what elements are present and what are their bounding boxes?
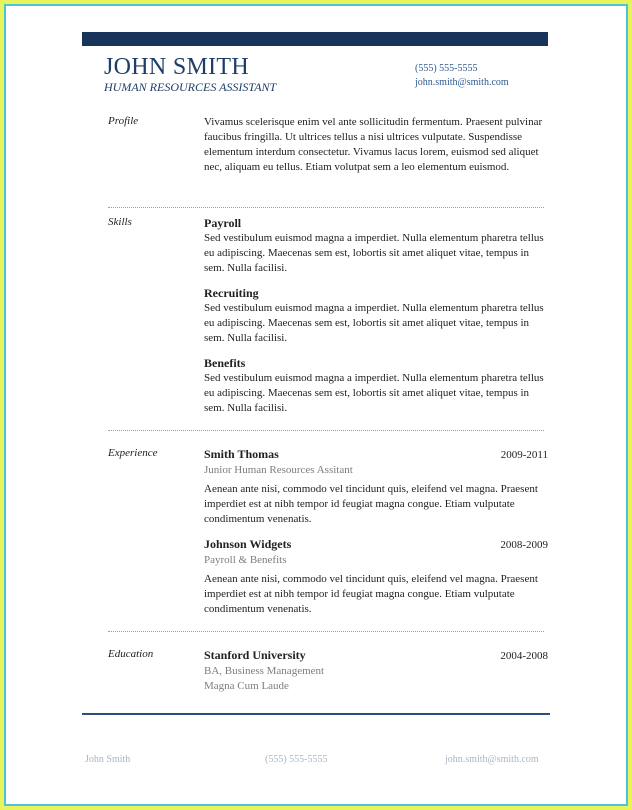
skill-item — [204, 286, 548, 346]
experience-item — [204, 537, 548, 617]
skills-body — [204, 216, 548, 426]
company-name: Smith Thomas — [204, 447, 279, 461]
footer-email[interactable]: john.smith@smith.com — [445, 754, 539, 765]
skill-title: Recruiting — [204, 286, 259, 300]
education-body — [204, 648, 548, 694]
experience-body — [204, 447, 548, 627]
date-range: 2008-2009 — [500, 539, 548, 551]
footer-phone: (555) 555-5555 — [265, 754, 328, 765]
date-range: 2004-2008 — [500, 650, 548, 662]
experience-header — [204, 537, 548, 553]
profile-text: Vivamus scelerisque enim vel ante sollicitudin fermentum. Praesent pulvinar faucibus fringilla. Ut ultrices tellus a nisi ultrices vulputate. Suspendisse elementum interdum consectetur. Vivamus lacus lorem, euismod sed aliquet nec, aliquam eu tellus. Etiam volutpat sem a leo elementum euismod. — [204, 116, 543, 173]
section-label-experience: Experience — [108, 447, 158, 459]
skill-item — [204, 216, 548, 276]
honors: Magna Cum Laude — [204, 680, 289, 692]
experience-header — [204, 447, 548, 463]
job-role: Payroll & Benefits — [204, 554, 287, 566]
skill-text: Sed vestibulum euismod magna a imperdiet. Nulla elementum pharetra tellus eu adipiscing. Maecenas sem est, lobortis sit amet aliquet vitae, tempus in sem. Nulla facilisi. — [204, 302, 544, 344]
profile-body — [204, 115, 548, 175]
contact-block — [415, 62, 509, 90]
date-range: 2009-2011 — [500, 449, 548, 461]
section-label-profile: Profile — [108, 115, 139, 127]
resume-name: JOHN SMITH — [104, 54, 250, 80]
skill-item — [204, 356, 548, 416]
section-divider — [108, 430, 544, 431]
contact-phone: (555) 555-5555 — [415, 63, 478, 74]
section-divider — [108, 631, 544, 632]
section-label-education: Education — [108, 648, 154, 660]
header-accent-bar — [82, 32, 548, 46]
experience-item — [204, 447, 548, 527]
skill-title: Benefits — [204, 356, 246, 370]
company-name: Johnson Widgets — [204, 537, 292, 551]
job-description: Aenean ante nisi, commodo vel tincidunt quis, eleifend vel magna. Praesent imperdiet est at nibh tempor id feugiat magna congue. Etiam vulputate condimentum venenatis. — [204, 483, 538, 525]
school-name: Stanford University — [204, 648, 306, 662]
skill-text: Sed vestibulum euismod magna a imperdiet. Nulla elementum pharetra tellus eu adipiscing. Maecenas sem est, lobortis sit amet aliquet vitae, tempus in sem. Nulla facilisi. — [204, 232, 544, 274]
job-description: Aenean ante nisi, commodo vel tincidunt quis, eleifend vel magna. Praesent imperdiet est at nibh tempor id feugiat magna congue. Etiam vulputate condimentum venenatis. — [204, 573, 538, 615]
section-divider — [108, 207, 544, 208]
education-header — [204, 648, 548, 664]
skill-text: Sed vestibulum euismod magna a imperdiet. Nulla elementum pharetra tellus eu adipiscing. Maecenas sem est, lobortis sit amet aliquet vitae, tempus in sem. Nulla facilisi. — [204, 372, 544, 414]
footer-rule — [82, 713, 550, 715]
degree: BA, Business Management — [204, 665, 325, 677]
skill-title: Payroll — [204, 216, 242, 230]
section-label-skills: Skills — [108, 216, 132, 228]
job-role: Junior Human Resources Assitant — [204, 464, 353, 476]
contact-email[interactable]: john.smith@smith.com — [415, 77, 509, 88]
footer-name: John Smith — [85, 754, 131, 765]
resume-job-title: HUMAN RESOURCES ASSISTANT — [104, 80, 277, 94]
